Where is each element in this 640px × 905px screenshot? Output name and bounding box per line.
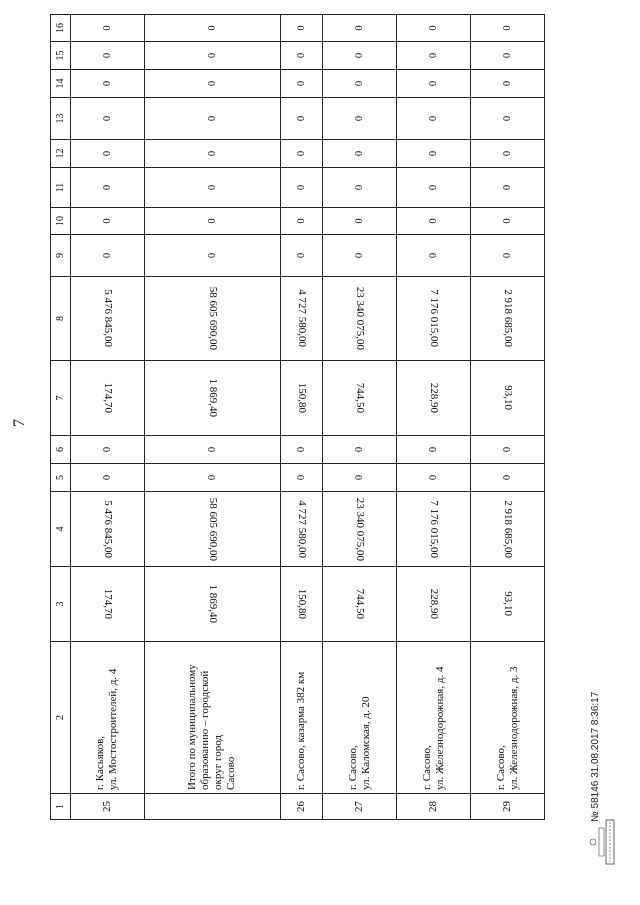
value-cell (471, 492, 545, 567)
document-reference: № 58146 31.08.2017 8:36:17 (590, 691, 601, 822)
value-cell (471, 361, 545, 436)
value-text: 93,10 (502, 385, 515, 411)
value-cell: 0 (397, 15, 471, 42)
address-line: г. Касьяков, (94, 735, 107, 790)
value-text: 58 605 690,00 (206, 286, 219, 351)
value-cell: 0 (471, 208, 545, 235)
value-cell (71, 277, 145, 361)
value-cell: 0 (397, 464, 471, 492)
value-text: 1 869,40 (206, 584, 219, 624)
value-text: 744,50 (354, 588, 367, 620)
address-line: г. Сасово, (494, 745, 507, 790)
address-line: ул. Железнодорожная, д. 4 (433, 666, 446, 790)
value-cell: 0 (323, 42, 397, 70)
value-text: 228,90 (428, 588, 441, 620)
value-cell: 0 (471, 70, 545, 98)
value-cell: 0 (144, 140, 280, 168)
value-cell (144, 361, 280, 436)
address-line: Сасово (225, 756, 238, 790)
value-cell: 0 (323, 98, 397, 140)
page-number: 7 (11, 419, 28, 427)
value-text: 150,80 (296, 382, 309, 414)
value-cell: 0 (71, 140, 145, 168)
value-cell: 0 (71, 464, 145, 492)
value-cell: 0 (397, 42, 471, 70)
value-text: 5 476 845,00 (101, 289, 114, 348)
value-cell: 0 (280, 140, 323, 168)
value-cell: 0 (71, 235, 145, 277)
table-row (280, 15, 323, 820)
table-row (323, 15, 397, 820)
value-cell: 0 (471, 15, 545, 42)
value-cell: 0 (71, 42, 145, 70)
value-cell: 0 (280, 208, 323, 235)
value-cell (71, 361, 145, 436)
column-number-cell: 3 (51, 567, 71, 642)
housing-table (50, 14, 545, 820)
value-cell: 0 (144, 464, 280, 492)
value-cell: 0 (71, 208, 145, 235)
value-text: 5 476 845,00 (101, 500, 114, 558)
row-number-cell: 29 (471, 794, 545, 820)
column-number-cell: 2 (51, 642, 71, 794)
value-text: 23 340 075,00 (354, 286, 367, 351)
value-text: 150,80 (296, 588, 309, 620)
rotated-table-container (50, 15, 545, 820)
value-cell: 0 (280, 464, 323, 492)
value-cell (280, 361, 323, 436)
value-cell: 0 (397, 208, 471, 235)
value-cell (71, 492, 145, 567)
row-number-cell: 27 (323, 794, 397, 820)
value-cell: 0 (144, 168, 280, 208)
column-number-cell: 16 (51, 15, 71, 42)
column-number-cell: 8 (51, 277, 71, 361)
value-cell (397, 361, 471, 436)
value-cell: 0 (471, 168, 545, 208)
value-cell: 0 (280, 42, 323, 70)
value-cell: 0 (471, 235, 545, 277)
value-cell (144, 492, 280, 567)
column-number-cell: 15 (51, 42, 71, 70)
column-number-cell: 1 (51, 794, 71, 820)
value-text: 228,90 (428, 382, 441, 414)
value-cell (397, 567, 471, 642)
value-cell (397, 277, 471, 361)
value-cell: 0 (397, 436, 471, 464)
column-number-cell: 11 (51, 168, 71, 208)
value-cell: 0 (323, 235, 397, 277)
value-cell: 0 (323, 208, 397, 235)
address-cell (471, 642, 545, 794)
column-number-cell: 13 (51, 98, 71, 140)
value-text: 174,70 (101, 588, 114, 620)
value-cell: 0 (71, 168, 145, 208)
value-text: 2 918 685,00 (502, 289, 515, 348)
value-cell: 0 (471, 98, 545, 140)
value-cell: 0 (144, 235, 280, 277)
value-cell: 0 (471, 436, 545, 464)
value-cell: 0 (471, 464, 545, 492)
value-cell: 0 (144, 15, 280, 42)
value-cell: 0 (144, 208, 280, 235)
address-cell (397, 642, 471, 794)
value-text: 23 340 075,00 (354, 497, 367, 561)
value-text: 744,50 (354, 382, 367, 414)
value-cell: 0 (144, 70, 280, 98)
value-cell: 0 (323, 436, 397, 464)
value-cell: 0 (471, 140, 545, 168)
value-text: 7 176 015,00 (428, 500, 441, 558)
column-number-cell: 12 (51, 140, 71, 168)
value-cell (71, 567, 145, 642)
value-cell (323, 277, 397, 361)
table-row (471, 15, 545, 820)
value-cell: 0 (280, 70, 323, 98)
row-number-cell: 28 (397, 794, 471, 820)
value-cell (280, 567, 323, 642)
address-cell (323, 642, 397, 794)
value-text: 58 605 690,00 (206, 497, 219, 561)
value-cell (280, 492, 323, 567)
column-number-cell: 9 (51, 235, 71, 277)
column-number-cell: 10 (51, 208, 71, 235)
column-number-cell: 14 (51, 70, 71, 98)
value-cell: 0 (397, 168, 471, 208)
column-number-cell: 4 (51, 492, 71, 567)
value-cell: 0 (280, 98, 323, 140)
value-text: 2 918 685,00 (502, 500, 515, 558)
stamp-logo (586, 818, 616, 873)
value-cell: 0 (280, 235, 323, 277)
value-cell: 0 (71, 70, 145, 98)
value-cell: 0 (280, 15, 323, 42)
value-cell: 0 (397, 140, 471, 168)
value-cell: 0 (323, 70, 397, 98)
value-cell (323, 492, 397, 567)
value-cell: 0 (144, 436, 280, 464)
value-cell: 0 (71, 436, 145, 464)
value-cell (144, 567, 280, 642)
value-cell: 0 (471, 42, 545, 70)
address-line: ул. Мостостроителей, д. 4 (107, 668, 120, 790)
table-row (397, 15, 471, 820)
value-cell: 0 (397, 70, 471, 98)
address-line: образованию – городской округ город (199, 670, 225, 790)
value-cell: 0 (144, 42, 280, 70)
value-cell: 0 (323, 464, 397, 492)
value-text: 1 869,40 (206, 378, 219, 418)
column-number-cell: 6 (51, 436, 71, 464)
value-cell: 0 (397, 98, 471, 140)
value-cell: 0 (323, 140, 397, 168)
value-text: 93,10 (502, 591, 515, 617)
value-cell: 0 (71, 98, 145, 140)
address-line: г. Сасово, казарма 382 км (295, 671, 308, 790)
value-cell (471, 567, 545, 642)
value-cell (471, 277, 545, 361)
table-row (71, 15, 145, 820)
value-text: 174,70 (101, 382, 114, 414)
column-number-cell: 7 (51, 361, 71, 436)
value-cell: 0 (280, 436, 323, 464)
value-text: 7 176 015,00 (428, 289, 441, 348)
address-line: ул. Железнодорожная, д. 3 (507, 666, 520, 790)
value-cell (144, 277, 280, 361)
value-cell: 0 (323, 15, 397, 42)
row-number-cell: 26 (280, 794, 323, 820)
row-number-cell (144, 794, 280, 820)
value-cell (323, 361, 397, 436)
value-cell (280, 277, 323, 361)
value-cell: 0 (280, 168, 323, 208)
value-cell: 0 (71, 15, 145, 42)
value-cell (397, 492, 471, 567)
address-line: ул. Каломская, д. 20 (359, 696, 372, 790)
column-number-row (51, 15, 71, 820)
address-cell (71, 642, 145, 794)
address-line: Итого по муниципальному (186, 664, 199, 790)
value-cell: 0 (397, 235, 471, 277)
value-text: 4 727 580,00 (296, 500, 309, 558)
address-line: г. Сасово, (420, 745, 433, 790)
row-number-cell: 25 (71, 794, 145, 820)
value-cell: 0 (323, 168, 397, 208)
column-number-cell: 5 (51, 464, 71, 492)
table-row (144, 15, 280, 820)
value-text: 4 727 580,00 (296, 289, 309, 348)
address-cell (280, 642, 323, 794)
address-line: г. Сасово, (346, 745, 359, 790)
address-cell (144, 642, 280, 794)
value-cell (323, 567, 397, 642)
value-cell: 0 (144, 98, 280, 140)
